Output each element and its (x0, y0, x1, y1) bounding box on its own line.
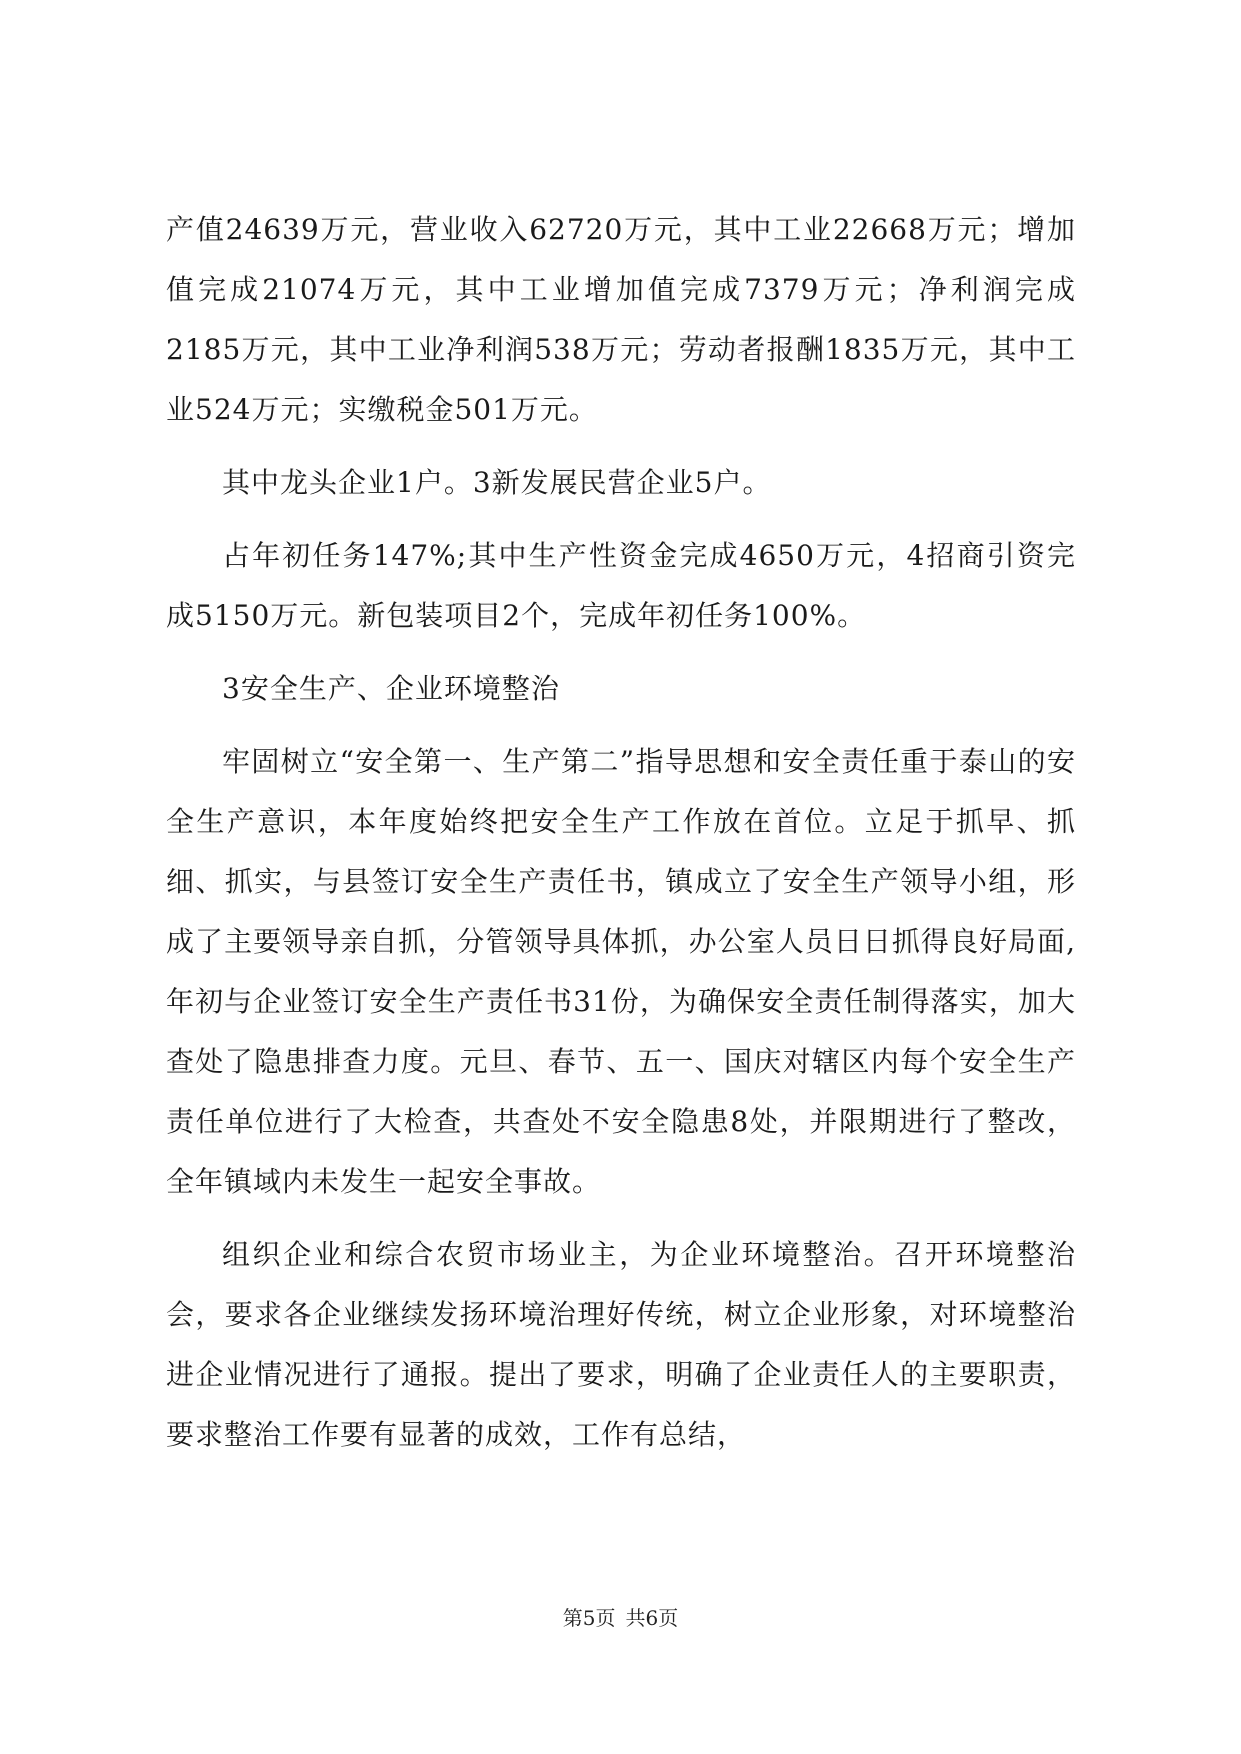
page-footer (0, 1604, 1241, 1632)
paragraph-safety-production: 牢固树立“安全第一、生产第二”指导思想和安全责任重于泰山的安全生产意识，本年度始终把安全生产工作放在首位。立足于抓早、抓细、抓实，与县签订安全生产责任书，镇成立了安全生产领导小组，形成了主要领导亲自抓，分管领导具体抓，办公室人员日日抓得良好局面,年初与企业签订安全生产责任书31份，为确保安全责任制得落实，加大查处了隐患排查力度。元旦、春节、五一、国庆对辖区内每个安全生产责任单位进行了大检查，共查处不安全隐患8处，并限期进行了整改，全年镇域内未发生一起安全事故。 (166, 745, 1076, 1198)
page-number: 第5页 (562, 1606, 616, 1630)
paragraph-environment: 组织企业和综合农贸市场业主，为企业环境整治。召开环境整治会，要求各企业继续发扬环境治理好传统，树立企业形象，对环境整治进企业情况进行了通报。提出了要求，明确了企业责任人的主要职责，要求整治工作要有显著的成效，工作有总结， (166, 1238, 1076, 1451)
paragraph-investment: 占年初任务147%;其中生产性资金完成4650万元，4招商引资完成5150万元。新包装项目2个，完成年初任务100%。 (166, 539, 1076, 632)
paragraph-financials: 产值24639万元，营业收入62720万元，其中工业22668万元；增加值完成21074万元，其中工业增加值完成7379万元；净利润完成2185万元，其中工业净利润538万元；劳动者报酬1835万元，其中工业524万元；实缴税金501万元。 (166, 213, 1076, 426)
section-heading-safety: 3安全生产、企业环境整治 (222, 672, 560, 705)
page-total: 共6页 (625, 1606, 679, 1630)
paragraph-leading-enterprises: 其中龙头企业1户。3新发展民营企业5户。 (222, 466, 772, 499)
document-body (166, 200, 1076, 1478)
